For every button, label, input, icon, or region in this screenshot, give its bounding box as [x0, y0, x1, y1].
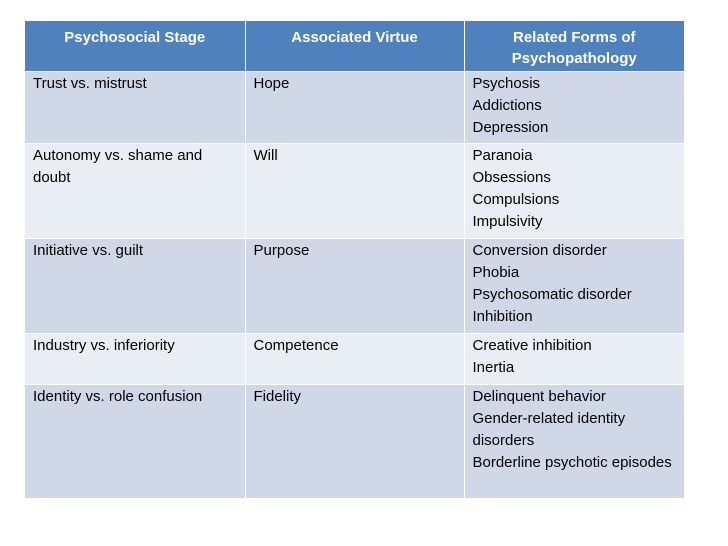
psychopathology-item: Gender-related identity disorders: [472, 410, 626, 449]
psychopathology-item: Borderline psychotic episodes: [472, 454, 672, 471]
table-row: [25, 385, 684, 498]
stage-text: Initiative vs. guilt: [33, 242, 144, 259]
virtue-cell: [245, 239, 464, 334]
stage-cell: [25, 239, 245, 334]
psychopathology-cell: [464, 144, 684, 239]
table-row: [25, 239, 684, 334]
psychopathology-item: Psychosomatic disorder: [472, 286, 632, 303]
virtue-text: Hope: [253, 75, 290, 92]
stage-text: Autonomy vs. shame and doubt: [33, 147, 203, 186]
stage-text: Industry vs. inferiority: [33, 337, 175, 354]
stage-text: Identity vs. role confusion: [33, 388, 203, 405]
virtue-cell: [245, 385, 464, 498]
psychopathology-cell: [464, 334, 684, 385]
psychopathology-item: Depression: [472, 119, 549, 136]
psychopathology-item: Paranoia: [472, 147, 533, 164]
stage-cell: [25, 72, 245, 144]
psychopathology-item: Inertia: [472, 359, 515, 376]
psychopathology-cell: [464, 385, 684, 498]
header-related-psychopathology: Related Forms of Psychopathology: [464, 21, 684, 72]
virtue-cell: [245, 144, 464, 239]
psychopathology-item: Psychosis: [472, 75, 541, 92]
virtue-text: Will: [253, 147, 278, 164]
stage-cell: [25, 144, 245, 239]
psychopathology-cell: [464, 239, 684, 334]
psychopathology-item: Conversion disorder: [472, 242, 607, 259]
table-row: [25, 144, 684, 239]
header-associated-virtue: Associated Virtue: [245, 21, 464, 72]
psychopathology-item: Creative inhibition: [472, 337, 592, 354]
table-row: [25, 334, 684, 385]
virtue-cell: [245, 72, 464, 144]
virtue-text: Purpose: [253, 242, 310, 259]
psychopathology-item: Obsessions: [472, 169, 551, 186]
stage-cell: [25, 385, 245, 498]
psychopathology-item: Compulsions: [472, 191, 560, 208]
psychopathology-item: Phobia: [472, 264, 520, 281]
table-header-row: [25, 21, 684, 72]
stage-text: Trust vs. mistrust: [33, 75, 147, 92]
header-psychosocial-stage: Psychosocial Stage: [25, 21, 245, 72]
psychosocial-stages-table: [25, 21, 684, 498]
virtue-text: Competence: [253, 337, 339, 354]
psychopathology-cell: [464, 72, 684, 144]
virtue-text: Fidelity: [253, 388, 302, 405]
psychopathology-item: Impulsivity: [472, 213, 543, 230]
virtue-cell: [245, 334, 464, 385]
psychosocial-stages-table-container: [25, 21, 684, 498]
stage-cell: [25, 334, 245, 385]
psychopathology-item: Addictions: [472, 97, 542, 114]
psychopathology-item: Inhibition: [472, 308, 533, 325]
table-row: [25, 72, 684, 144]
psychopathology-item: Delinquent behavior: [472, 388, 606, 405]
